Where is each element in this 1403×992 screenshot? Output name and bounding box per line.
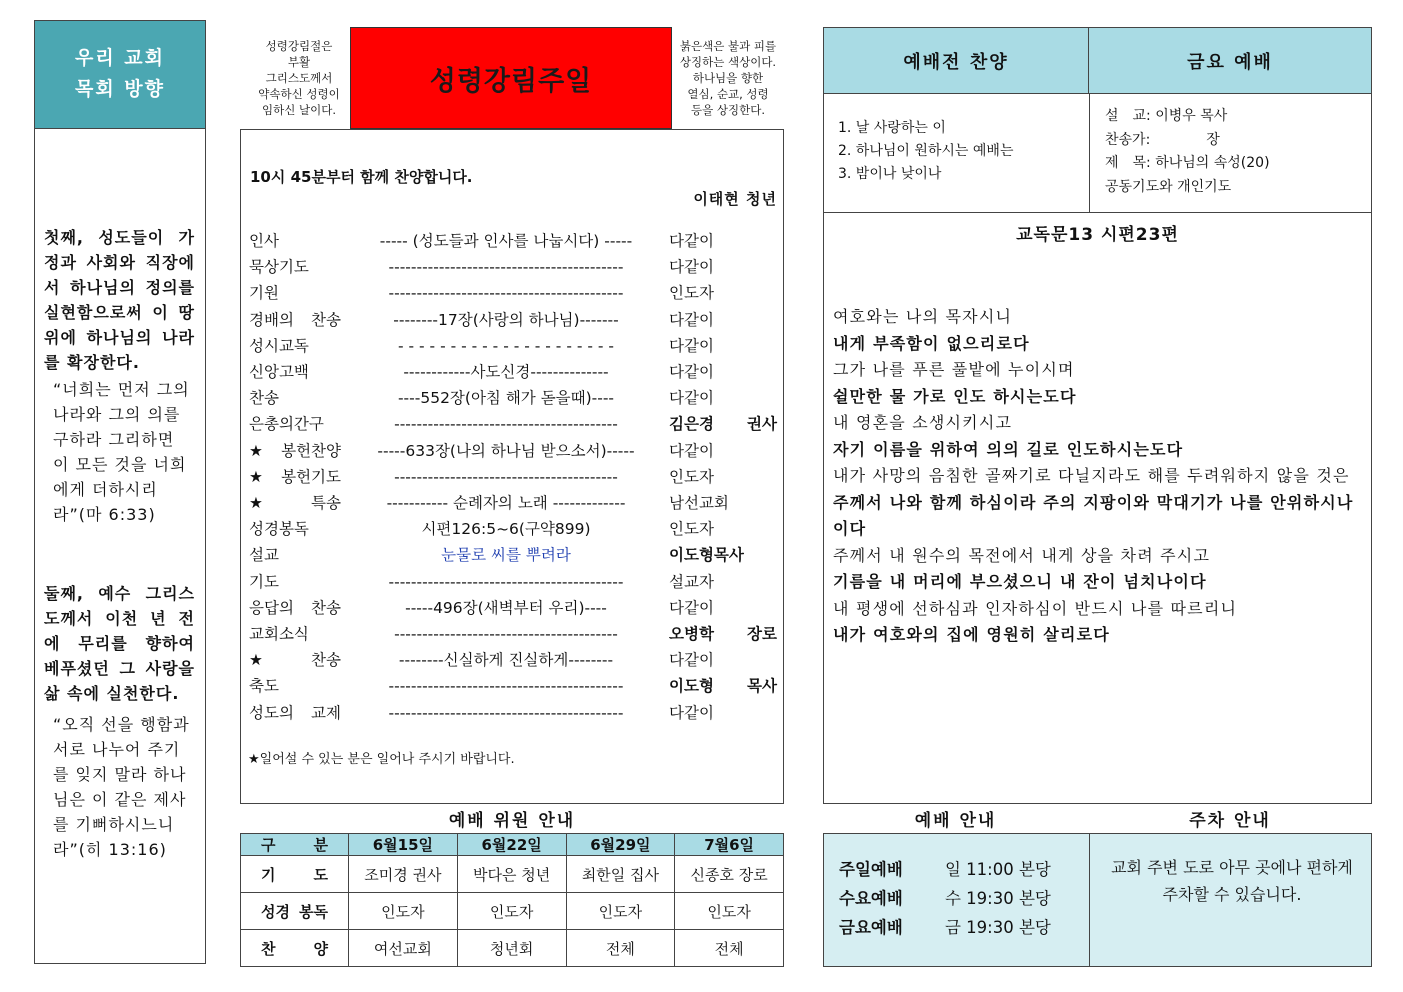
- praise-leader: 이태현 청년: [693, 190, 777, 208]
- service-and-parking-box: [823, 833, 1372, 967]
- table-header-row: [241, 834, 784, 856]
- note-line: 열심, 순교, 성령: [687, 87, 769, 101]
- order-item-label: 기원: [249, 284, 279, 303]
- order-item-leader: 설교자: [669, 572, 714, 591]
- order-item: [249, 254, 777, 280]
- service-value: 일 11:00 본당: [945, 860, 1051, 879]
- friday-line: 공동기도와 개인기도: [1105, 178, 1232, 195]
- note-line: 상징하는 색상이다.: [679, 55, 777, 69]
- order-item-content: --------신실하게 진실하게--------: [398, 651, 614, 670]
- reading-line: 쉴만한 물 가로 인도 하시는도다: [833, 386, 1077, 406]
- order-item: [249, 542, 777, 568]
- order-item: [249, 385, 777, 411]
- order-item-label: 신앙고백: [249, 363, 309, 381]
- direction-verse-1: “너희는 먼저 그의 나라와 그의 의를 구하라 그리하면 이 모든 것을 너희에게 더하시리라”(마 6:33): [53, 380, 190, 524]
- church-direction-heading: [35, 21, 205, 129]
- reading-line: 여호와는 나의 목자시니: [833, 307, 1013, 326]
- service-value: 수 19:30 본당: [945, 889, 1051, 908]
- order-item-label: 은총의간구: [249, 415, 324, 434]
- friday-line: 설 교: 이병우 목사: [1105, 108, 1228, 124]
- service-times-title: 예배 안내: [914, 811, 997, 831]
- order-item: [249, 647, 777, 673]
- order-item-content: ------------------------------------------: [388, 258, 624, 277]
- note-line: 약속하신 성령이: [258, 87, 340, 101]
- order-item: [249, 621, 777, 647]
- order-item: [249, 464, 777, 490]
- order-item-leader: 다같이: [669, 389, 714, 408]
- order-item: [249, 228, 777, 254]
- order-item-label: 응답의 찬송: [249, 598, 341, 617]
- reading-line: 내 평생에 선하심과 인자하심이 반드시 나를 따르리니: [833, 598, 1238, 618]
- reading-line: 내게 부족함이 없으리로다: [833, 333, 1030, 353]
- note-line: 성령강림절은: [265, 39, 333, 53]
- date-header: 6월15일: [349, 834, 458, 856]
- page-title: 성령강림주일: [350, 27, 672, 129]
- note-line: 그리스도께서: [265, 71, 333, 85]
- date-header: 6월22일: [457, 834, 566, 856]
- note-line: 임하신 날이다.: [262, 103, 336, 117]
- table-cell: 전체: [566, 930, 675, 967]
- praise-start-notice: 10시 45분부터 함께 찬양합니다.: [250, 168, 473, 186]
- praise-song-list: [838, 117, 1013, 186]
- order-item: [249, 333, 777, 359]
- direction-goal-2: 둘째, 예수 그리스도께서 이천 년 전에 무리를 향하여 베푸셨던 그 사랑을 삶 속에 실천한다.: [44, 584, 195, 703]
- order-item-leader: 다같이: [669, 441, 714, 460]
- order-item-content: -----633장(나의 하나님 받으소서)-----: [377, 441, 635, 460]
- order-item: [249, 359, 777, 385]
- order-item-label: ★특송: [249, 494, 341, 512]
- friday-line: 제 목: 하나님의 속성(20): [1105, 155, 1270, 171]
- heading-line-2: 목회 방향: [74, 78, 166, 100]
- servants-table: [240, 833, 784, 967]
- service-label: 수요예배: [839, 889, 903, 908]
- table-cell: 전체: [675, 930, 784, 967]
- table-cell: 청년회: [457, 930, 566, 967]
- service-label: 금요예배: [839, 918, 903, 937]
- order-item-label: 경배의 찬송: [249, 310, 341, 329]
- reading-line: 기름을 내 머리에 부으셨으니 내 잔이 넘치나이다: [833, 572, 1207, 591]
- order-item: [249, 280, 777, 306]
- service-value: 금 19:30 본당: [945, 918, 1051, 937]
- service-time-row: [839, 913, 1051, 942]
- reading-line: 주께서 내 원수의 목전에서 내게 상을 차려 주시고: [833, 545, 1211, 565]
- order-item-content: ------------------------------------------: [388, 677, 624, 696]
- table-cell: 조미경 권사: [349, 856, 458, 893]
- list-item: 1. 날 사랑하는 이: [838, 120, 946, 136]
- order-item-content: ----552장(아침 해가 돋을때)----: [397, 389, 615, 408]
- service-label: 주일예배: [839, 860, 903, 879]
- order-item-content: ------------------------------------------: [388, 703, 624, 722]
- reading-line: 그가 나를 푸른 풀밭에 누이시며: [833, 360, 1075, 379]
- order-item-label: 설교: [249, 546, 279, 565]
- pentecost-note: [254, 38, 344, 118]
- order-item-label: ★봉헌기도: [249, 467, 341, 486]
- date-header: 7월6일: [675, 834, 784, 856]
- order-item-leader: 이도형목사: [669, 546, 744, 565]
- order-item-content: ------------------------------------------: [388, 572, 624, 591]
- order-item-label: 교회소식: [249, 625, 309, 643]
- order-item-leader: 다같이: [669, 598, 714, 617]
- list-item: 3. 밤이나 낮이나: [838, 166, 942, 182]
- role-label: 찬 양: [241, 930, 349, 967]
- divider: [824, 212, 1371, 213]
- order-item-leader: 남선교회: [669, 494, 729, 512]
- order-item-label: 기도: [249, 572, 279, 591]
- order-item-leader: 이도형 목사: [669, 677, 777, 696]
- order-item-label: 성도의 교제: [249, 703, 341, 722]
- divider: [1089, 834, 1090, 966]
- order-item-leader: 다같이: [669, 363, 714, 381]
- list-item: 2. 하나님이 원하시는 예배는: [838, 143, 1014, 159]
- direction-verse-2: “오직 선을 행함과 서로 나누어 주기를 잊지 말라 하나님은 이 같은 제사를 기뻐하시느니라”(히 13:16): [53, 715, 190, 859]
- stand-footnote: ★일어설 수 있는 분은 일어나 주시기 바랍니다.: [248, 752, 515, 767]
- order-item: [249, 516, 777, 542]
- note-line: 등을 상징한다.: [691, 103, 765, 117]
- table-cell: 신종호 장로: [675, 856, 784, 893]
- table-cell: 인도자: [349, 893, 458, 930]
- table-row: [241, 930, 784, 967]
- order-item-label: 인사: [249, 232, 279, 250]
- order-item-content: ----------- 순례자의 노래 -------------: [386, 494, 626, 512]
- table-row: [241, 893, 784, 930]
- table-cell: 여선교회: [349, 930, 458, 967]
- parking-info: 교회 주변 도로 아무 곳에나 편하게 주차할 수 있습니다.: [1111, 858, 1353, 904]
- order-item-content: 시편126:5~6(구약899): [421, 520, 591, 539]
- order-item: [249, 700, 777, 726]
- church-direction-panel: [34, 20, 206, 964]
- order-item-label: 성시교독: [249, 336, 309, 355]
- reading-line: 내 영혼을 소생시키시고: [833, 413, 1013, 432]
- table-cell: 박다은 청년: [457, 856, 566, 893]
- order-item-content: 눈물로 씨를 뿌려라: [441, 546, 571, 565]
- order-item-leader: 인도자: [669, 520, 714, 539]
- order-item-leader: 다같이: [669, 651, 714, 670]
- order-item-content: ----- (성도들과 인사를 나눕시다) -----: [379, 232, 633, 250]
- order-item-leader: 인도자: [669, 284, 714, 303]
- order-item-label: 찬송: [249, 389, 279, 408]
- order-item: [249, 438, 777, 464]
- order-item-content: ----------------------------------------: [394, 415, 618, 434]
- order-item-label: 성경봉독: [249, 520, 309, 539]
- order-item-content: ------------사도신경--------------: [403, 363, 609, 381]
- order-item-content: --------17장(사랑의 하나님)-------: [393, 310, 619, 329]
- reading-line: 자기 이름을 위하여 의의 길로 인도하시는도다: [833, 439, 1184, 459]
- reading-line: 내가 여호와의 집에 영원히 살리로다: [833, 625, 1110, 644]
- order-item-leader: 오병학 장로: [669, 625, 777, 643]
- servants-title: 예배 위원 안내: [448, 811, 576, 831]
- order-of-service: [240, 129, 784, 804]
- order-item-leader: 다같이: [669, 703, 714, 722]
- order-item: [249, 569, 777, 595]
- date-header: 6월29일: [566, 834, 675, 856]
- heading-line-1: 우리 교회: [74, 47, 166, 69]
- order-item: [249, 307, 777, 333]
- order-item-content: ----------------------------------------: [394, 467, 618, 486]
- note-line: 하나님을 향한: [692, 71, 764, 85]
- friday-line: 찬송가: 장: [1105, 131, 1220, 148]
- order-item-leader: 인도자: [669, 467, 714, 486]
- reading-line: 주께서 나와 함께 하심이라 주의 지팡이와 막대기가 나를 안위하시나이다: [833, 492, 1354, 538]
- order-item-content: -----496장(새벽부터 우리)----: [405, 598, 607, 617]
- order-item-leader: 김은경 권사: [669, 415, 777, 434]
- table-cell: 인도자: [457, 893, 566, 930]
- order-item-label: ★봉헌찬양: [249, 441, 341, 460]
- order-item-label: 묵상기도: [249, 258, 309, 277]
- order-item-content: - - - - - - - - - - - - - - - - - - - - -: [398, 336, 614, 355]
- order-item: [249, 673, 777, 699]
- friday-worship-heading: 금요 예배: [1089, 28, 1371, 94]
- order-item-content: ----------------------------------------: [394, 625, 618, 643]
- table-row: [241, 856, 784, 893]
- pre-worship-praise-heading: 예배전 찬양: [824, 28, 1089, 94]
- order-item-label: ★찬송: [249, 651, 341, 670]
- order-item: [249, 490, 777, 516]
- red-color-note: [674, 38, 782, 118]
- order-item-leader: 다같이: [669, 232, 714, 250]
- responsive-reading-title: 교독문13 시편23편: [1016, 225, 1179, 245]
- order-item: [249, 411, 777, 437]
- note-line: 붉은색은 불과 피를: [679, 39, 777, 53]
- order-item: [249, 595, 777, 621]
- friday-worship-details: [1105, 105, 1270, 199]
- role-label: 기 도: [241, 856, 349, 893]
- column-label: 구 분: [241, 834, 349, 856]
- order-item-content: ------------------------------------------: [388, 284, 624, 303]
- order-item-label: 축도: [249, 677, 279, 696]
- order-item-leader: 다같이: [669, 258, 714, 277]
- table-cell: 인도자: [675, 893, 784, 930]
- order-item-leader: 다같이: [669, 336, 714, 355]
- role-label: 성경 봉독: [241, 893, 349, 930]
- note-line: 부활: [287, 55, 311, 69]
- service-time-row: [839, 884, 1051, 913]
- responsive-reading-text: [833, 304, 1363, 649]
- service-time-row: [839, 855, 1051, 884]
- reading-line: 내가 사망의 음침한 골짜기로 다닐지라도 해를 두려워하지 않을 것은: [833, 466, 1350, 485]
- table-cell: 인도자: [566, 893, 675, 930]
- right-panel: [823, 27, 1372, 804]
- table-cell: 최한일 집사: [566, 856, 675, 893]
- parking-title: 주차 안내: [1189, 811, 1271, 831]
- order-item-leader: 다같이: [669, 310, 714, 329]
- direction-goal-1: 첫째, 성도들이 가정과 사회와 직장에서 하나님의 정의를 실현함으로써 이 땅위에 하나님의 나라를 확장한다.: [44, 228, 195, 372]
- divider: [1089, 94, 1090, 212]
